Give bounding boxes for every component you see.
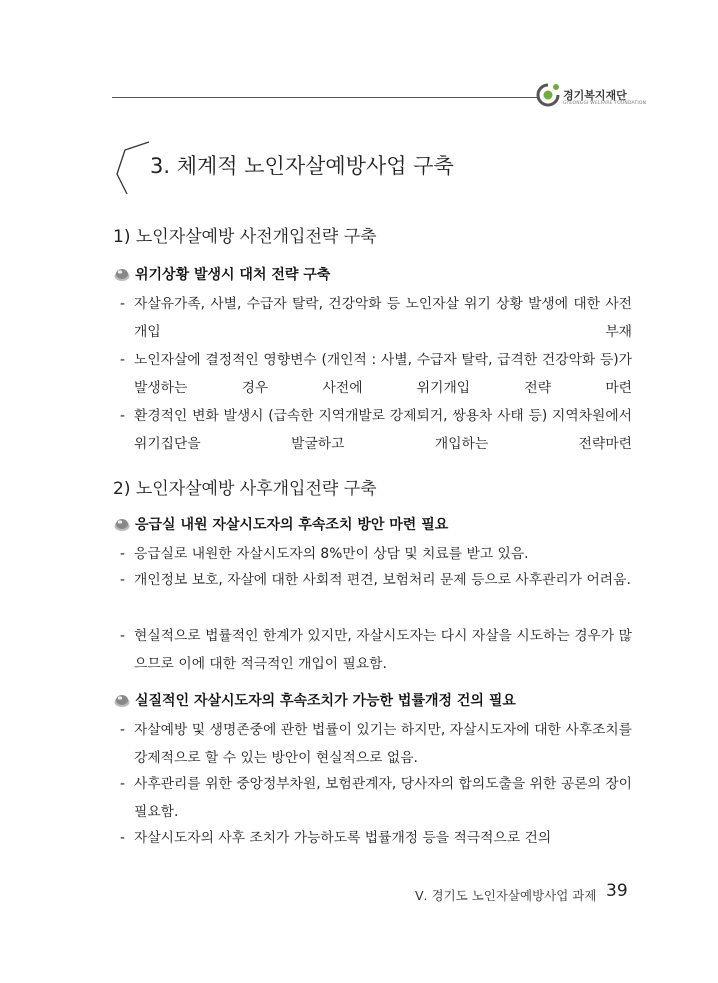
list-item: - 응급실로 내원한 자살시도자의 8%만이 상담 및 치료를 받고 있음. bbox=[120, 540, 632, 568]
subheading-text: 실질적인 자살시도자의 후속조치가 가능한 법률개정 건의 필요 bbox=[135, 693, 516, 709]
list-item-text: 사후관리를 위한 중앙정부차원, 보험관계자, 당사자의 합의도출을 위한 공론의 장이 필요함. bbox=[134, 776, 632, 820]
subheading-text: 위기상황 발생시 대처 전략 구축 bbox=[135, 267, 331, 283]
list-item-text: 현실적으로 법률적인 한계가 있지만, 자살시도자는 다시 자살을 시도하는 경우가 많으므로 이에 대한 적극적인 개입이 필요함. bbox=[134, 628, 632, 672]
header-rule bbox=[112, 97, 537, 98]
bullet-icon bbox=[113, 266, 131, 282]
list-item: - 노인자살에 결정적인 영향변수 (개인적 : 사별, 수급자 탈락, 급격한 건강악화 등)가 발생하는 경우 사전에 위기개입 전략 마련 bbox=[120, 346, 632, 402]
list-item: - 자살시도자의 사후 조치가 가능하도록 법률개정 등을 적극적으로 건의 bbox=[120, 824, 632, 852]
foundation-logo-icon bbox=[535, 82, 561, 108]
list-item: - 사후관리를 위한 중앙정부차원, 보험관계자, 당사자의 합의도출을 위한 공론의 장이 필요함. bbox=[120, 770, 632, 826]
subheading-text: 응급실 내원 자살시도자의 후속조치 방안 마련 필요 bbox=[135, 517, 449, 533]
bullet-icon bbox=[113, 692, 131, 708]
chapter-title: 3. 체계적 노인자살예방사업 구축 bbox=[150, 154, 454, 178]
list-item-text: 자살유가족, 사별, 수급자 탈락, 건강악화 등 노인자살 위기 상황 발생에 대한 사전개입 부재 bbox=[134, 296, 632, 340]
list-item-text: 노인자살에 결정적인 영향변수 (개인적 : 사별, 수급자 탈락, 급격한 건강악화 등)가 발생하는 경우 사전에 위기개입 전략 마련 bbox=[134, 352, 632, 396]
list-item-text: 자살시도자의 사후 조치가 가능하도록 법률개정 등을 적극적으로 건의 bbox=[134, 830, 552, 846]
list-item: - 자살유가족, 사별, 수급자 탈락, 건강악화 등 노인자살 위기 상황 발생에 대한 사전개입 부재 bbox=[120, 290, 632, 346]
list-item: - 개인정보 보호, 자살에 대한 사회적 편견, 보험처리 문제 등으로 사후관리가 어려움. bbox=[120, 566, 632, 594]
list-item-text: 응급실로 내원한 자살시도자의 8%만이 상담 및 치료를 받고 있음. bbox=[134, 546, 529, 562]
list-item-text: 환경적인 변화 발생시 (급속한 지역개발로 강제퇴거, 쌍용차 사태 등) 지역차원에서 위기집단을 발굴하고 개입하는 전략마련 bbox=[134, 408, 632, 452]
section-title-2: 2) 노인자살예방 사후개입전략 구축 bbox=[113, 479, 377, 499]
logo-subtext: GYEONGGI WELFARE FOUNDATION bbox=[563, 101, 647, 106]
foundation-logo bbox=[535, 82, 645, 112]
list-item: - 현실적으로 법률적인 한계가 있지만, 자살시도자는 다시 자살을 시도하는 경우가 많으므로 이에 대한 적극적인 개입이 필요함. bbox=[120, 622, 632, 678]
section-title-1: 1) 노인자살예방 사전개입전략 구축 bbox=[113, 227, 377, 247]
list-item: - 환경적인 변화 발생시 (급속한 지역개발로 강제퇴거, 쌍용차 사태 등) 지역차원에서 위기집단을 발굴하고 개입하는 전략마련 bbox=[120, 402, 632, 458]
logo-text: 경기복지재단 bbox=[563, 89, 627, 102]
chapter-bracket-icon bbox=[113, 140, 153, 196]
list-item-text: 개인정보 보호, 자살에 대한 사회적 편견, 보험처리 문제 등으로 사후관리가 어려움. bbox=[134, 572, 631, 588]
list-item-text: 자살예방 및 생명존중에 관한 법률이 있기는 하지만, 자살시도자에 대한 사후조치를 강제적으로 할 수 있는 방안이 현실적으로 없음. bbox=[134, 722, 632, 766]
footer-chapter-label: Ⅴ. 경기도 노인자살예방사업 과제 bbox=[415, 888, 597, 903]
page-number: 39 bbox=[606, 881, 628, 901]
bullet-icon bbox=[113, 516, 131, 532]
list-item: - 자살예방 및 생명존중에 관한 법률이 있기는 하지만, 자살시도자에 대한 사후조치를 강제적으로 할 수 있는 방안이 현실적으로 없음. bbox=[120, 716, 632, 772]
